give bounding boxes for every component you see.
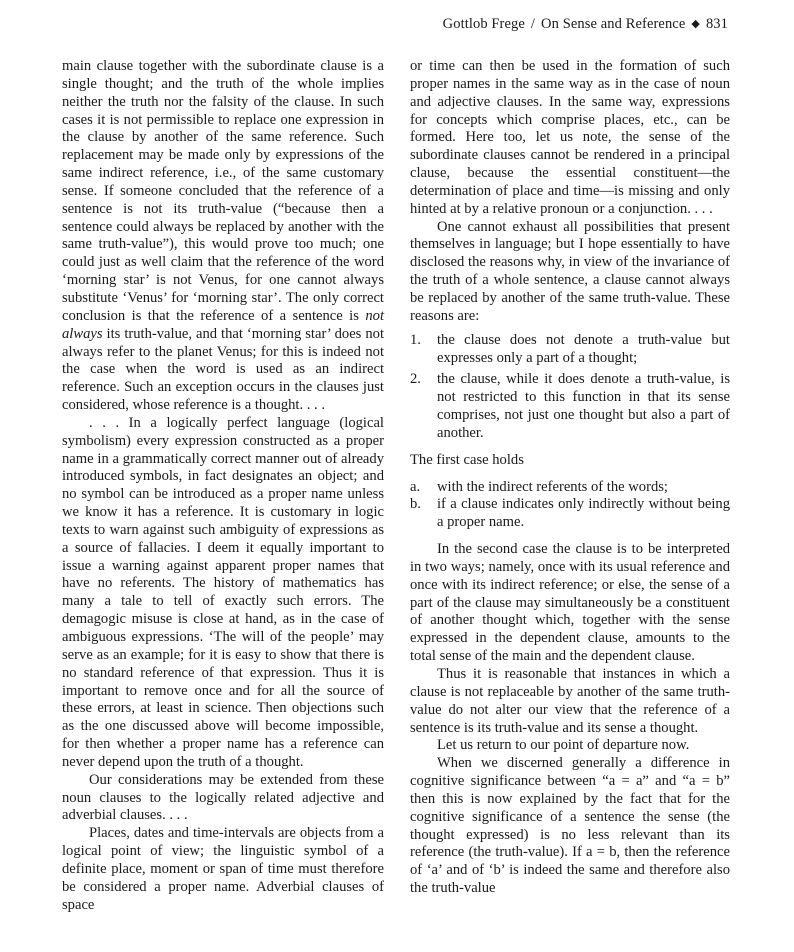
diamond-ornament-icon: ◆	[691, 18, 700, 30]
header-separator: /	[530, 16, 536, 32]
list-item	[410, 332, 730, 368]
right-paragraph-2: One cannot exhaust all possibilities that present themselves in language; but I hope essentially to have disclosed the reasons why, in view of the invariance of the truth of a whole sentence, a clause cannot always be replaced by another of the same truth-value. These reasons are:	[410, 218, 730, 324]
emphasis-not-always: not always	[62, 307, 384, 342]
list-item-text: the clause does not denote a truth-value but expresses only a part of a thought;	[437, 331, 730, 366]
left-paragraph-1-end: its truth-value, and that ‘morning star’ does not always refer to the planet Venus; for this is indeed not the case when the word is used as an indirect reference. Such an exception occurs in the clauses just considered, whose reference is a thought. . . .	[62, 325, 384, 414]
list-item-marker: 2.	[410, 371, 421, 388]
right-paragraph-7: When we discerned generally a difference in cognitive significance between “a = a” and “a = b” then this is now explained by the fact that for the cognitive significance of a sentence the sense (the thought expressed) is no less relevant than its reference (the truth-value). If a = b, then the reference of ‘a’ and of ‘b’ is indeed the same and therefore also the truth-value	[410, 755, 730, 897]
list-item-text: the clause, while it does denote a truth-value, is not restricted to this function in that its sense comprises, not just one thought but also a part of another.	[437, 371, 730, 441]
page-number: 831	[705, 16, 728, 32]
list-item-text: with the indirect referents of the words;	[437, 478, 668, 495]
right-paragraph-1: or time can then be used in the formation of such proper names in the same way as in the case of noun and adjective clauses. In the same way, expressions for concepts which comprise places, etc., can be formed. Here too, let us note, the sense of the subordinate clauses cannot be rendered in a principal clause, because the essential constituent—the determination of place and time—is missing and only hinted at by a relative pronoun or a conjunction. . . .	[410, 58, 730, 217]
list-item	[410, 496, 730, 532]
right-column	[410, 58, 730, 898]
reasons-list	[410, 332, 730, 443]
running-head	[443, 16, 728, 33]
list-item	[410, 479, 730, 497]
left-paragraph-1-text: main clause together with the subordinate clause is a single thought; and the truth of the whole implies neither the truth nor the falsity of the clause. In such cases it is not permissible to replace one expression in the clause by another of the same reference. Such replacement may be made only by expressions of the same indirect reference, i.e., of the same customary sense. If someone concluded that the reference of a sentence is not its truth-value (“because then a sentence could always be replaced by another with the same truth-value”), this would prove too much; one could just as well claim that the reference of the word ‘morning star’ is not Venus, for one cannot always substitute ‘Venus’ for ‘morning star’. The only correct conclusion is that the reference of a sentence is	[62, 58, 384, 324]
header-title: On Sense and Reference	[541, 16, 686, 32]
cases-list	[410, 479, 730, 533]
left-paragraph-4: Places, dates and time-intervals are objects from a logical point of view; the linguistic symbol of a definite place, moment or span of time must therefore be considered a proper name. Adverbial clauses of space	[62, 825, 384, 913]
list-item	[410, 371, 730, 442]
list-item-marker: 1.	[410, 331, 421, 348]
left-column	[62, 58, 384, 915]
right-paragraph-3: The first case holds	[410, 451, 524, 468]
left-paragraph-3: Our considerations may be extended from these noun clauses to the logically related adjective and adverbial clauses. . . .	[62, 771, 384, 824]
right-paragraph-6: Let us return to our point of departure now.	[437, 737, 690, 754]
list-item-marker: b.	[410, 496, 421, 513]
list-item-text: if a clause indicates only indirectly without being a proper name.	[437, 496, 730, 531]
right-paragraph-4: In the second case the clause is to be interpreted in two ways; namely, once with its usual reference and once with its indirect reference; or else, the sense of a part of the clause may simultaneously be a constituent of another thought which, together with the sense expressed in the dependent clause, amounts to the total sense of the main and the dependent clause.	[410, 541, 730, 665]
left-paragraph-2: . . . In a logically perfect language (logical symbolism) every expression constructed as a proper name in a grammatically correct manner out of already introduced symbols, in fact designates an object; and no symbol can be introduced as a proper name unless we know it has a reference. It is customary in logic texts to warn against such ambiguity of expressions as a source of fallacies. I deem it equally important to issue a warning against apparent proper names that have no referents. The history of mathematics has many a tale to tell of exactly such errors. The demagogic misuse is close at hand, as in the case of ambiguous expressions. ‘The will of the people’ may serve as an example; for it is easy to show that there is no standard reference of that expression. Thus it is important to remove once and for all the source of these errors, at least in science. Then objections such as the one discussed above will become impossible, for then whether a proper name has a reference can never depend upon the truth of a thought.	[62, 414, 384, 770]
left-paragraph-1	[62, 58, 384, 415]
list-item-marker: a.	[410, 478, 421, 495]
header-author: Gottlob Frege	[442, 16, 525, 32]
right-paragraph-5: Thus it is reasonable that instances in which a clause is not replaceable by another of the same truth-value do not alter our view that the reference of a sentence is its truth-value and its sense a thought.	[410, 666, 730, 736]
